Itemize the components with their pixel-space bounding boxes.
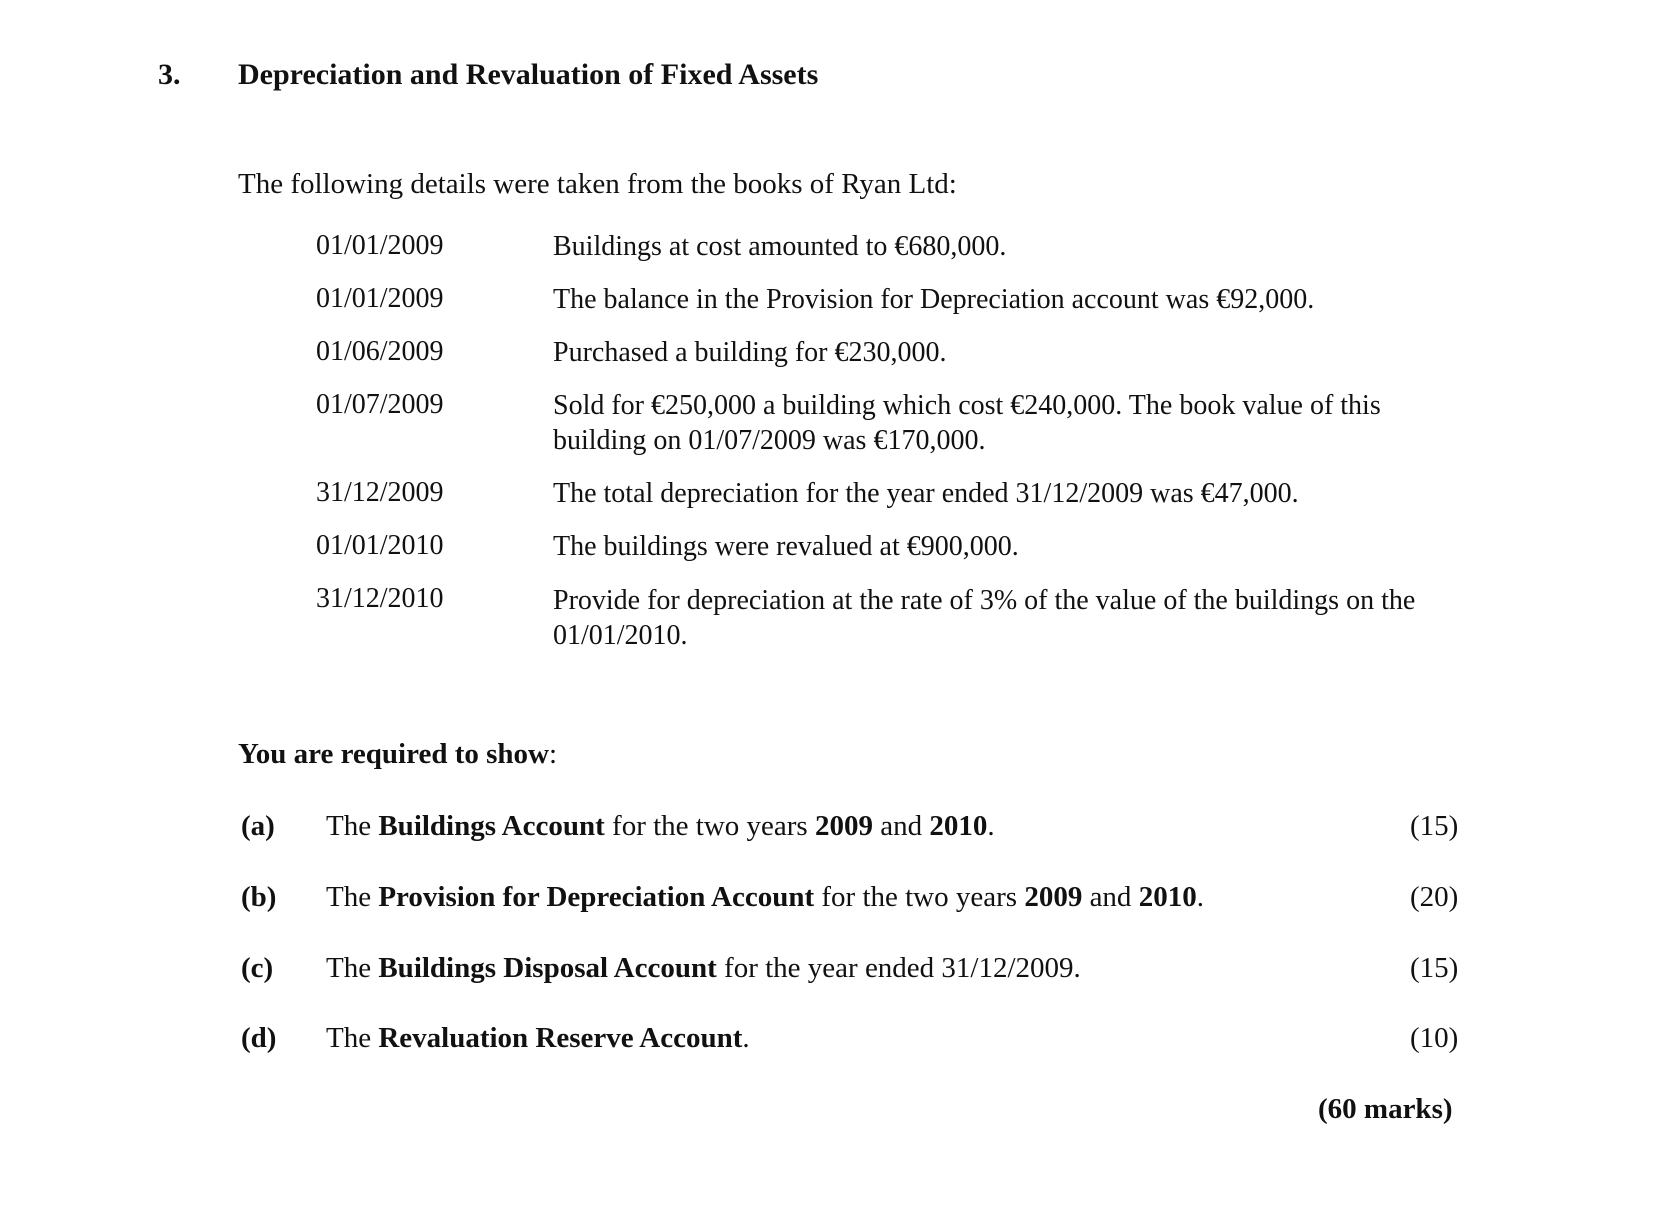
requirement-marks: (15) (1410, 810, 1459, 842)
entry-description: Sold for €250,000 a building which cost €240,000. The book value of this (553, 390, 1381, 421)
requirement-text: The Buildings Disposal Account for the year ended 31/12/2009. (326, 952, 1081, 984)
entry-date: 31/12/2009 (316, 477, 444, 508)
requirement-marks: (20) (1410, 881, 1459, 913)
requirement-text: The Revaluation Reserve Account. (326, 1022, 750, 1054)
entry-description: Provide for depreciation at the rate of 3% of the value of the buildings on the (553, 585, 1416, 616)
entry-date: 01/01/2009 (316, 230, 444, 261)
entry-date: 01/06/2009 (316, 336, 444, 367)
requirement-marks: (15) (1410, 952, 1459, 984)
required-heading (238, 738, 557, 771)
entry-description-continued: building on 01/07/2009 was €170,000. (553, 425, 986, 456)
requirement-letter: (b) (241, 881, 277, 913)
entry-description: Purchased a building for €230,000. (553, 337, 947, 368)
entry-description-continued: 01/01/2010. (553, 620, 688, 651)
required-colon: : (548, 738, 558, 770)
requirement-letter: (d) (241, 1022, 277, 1054)
entry-description: The total depreciation for the year ended 31/12/2009 was €47,000. (553, 478, 1299, 509)
entry-description: Buildings at cost amounted to €680,000. (553, 231, 1007, 262)
entry-description: The balance in the Provision for Depreciation account was €92,000. (553, 284, 1315, 315)
requirement-letter: (a) (241, 810, 275, 842)
requirement-letter: (c) (241, 952, 274, 984)
entry-date: 01/01/2010 (316, 530, 444, 561)
entry-date: 31/12/2010 (316, 583, 444, 614)
entry-date: 01/01/2009 (316, 283, 444, 314)
requirement-text: The Provision for Depreciation Account for the two years 2009 and 2010. (326, 881, 1204, 913)
required-label: You are required to show (238, 738, 549, 770)
entry-date: 01/07/2009 (316, 389, 444, 420)
requirement-marks: (10) (1410, 1022, 1459, 1054)
intro-text: The following details were taken from the books of Ryan Ltd: (238, 168, 957, 200)
requirement-text: The Buildings Account for the two years 2009 and 2010. (326, 810, 995, 842)
question-number: 3. (158, 58, 181, 91)
question-title: Depreciation and Revaluation of Fixed Assets (238, 58, 819, 91)
total-marks: (60 marks) (1318, 1093, 1453, 1125)
entry-description: The buildings were revalued at €900,000. (553, 531, 1019, 562)
